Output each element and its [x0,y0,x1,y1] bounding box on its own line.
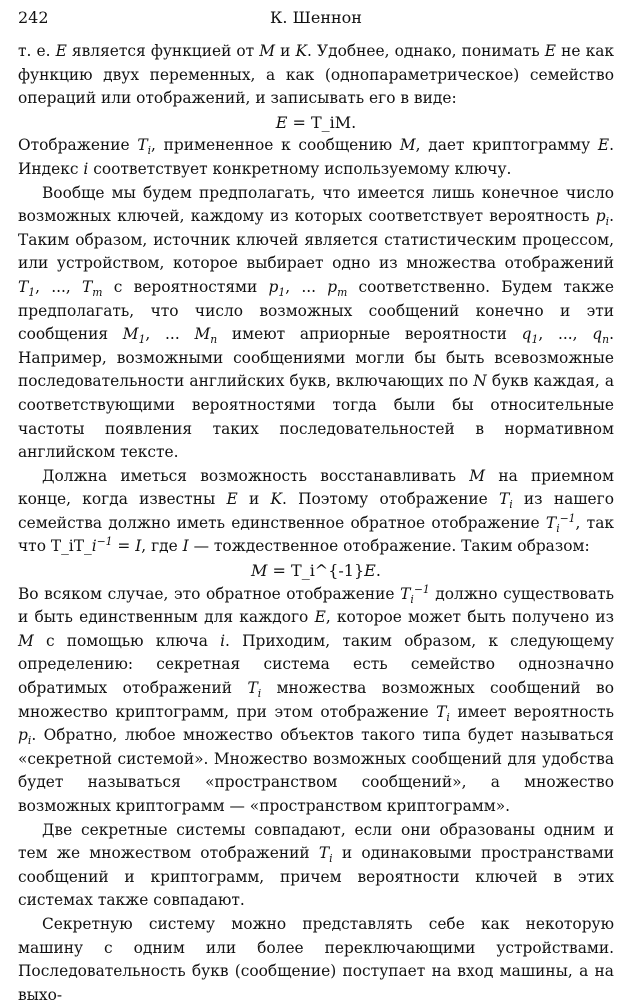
page-body [18,40,614,1007]
equation: E = T_iM. [275,112,357,132]
paragraph: т. е. E является функцией от M и K. Удобнее, однако, понимать E не как функцию двух переменных, а как (однопараметрическое) семейство операций или отображений, и записывать его в виде: [18,42,614,108]
paragraph: Вообще мы будем предполагать, что имеется лишь конечное число возможных ключей, каждому из которых соответствует вероятность $p_i$. Таким образом, источник ключей является статистическим процессом, или устройством, которое выбирает одно из множества отображений $T_1$, ..., $T_m$ с вероятностями $p_1$, ... $p_m$ соответственно. Будем также предполагать, что число возможных сообщений конечно и эти сообщения $M_1$, ... $M_n$ имеют априорные вероятности $q_1$, ..., $q_n$. Например, возможными сообщениями могли бы быть всевозможные последовательности английских букв, включающих по N букв каждая, а соответствующими вероятностями тогда были бы относительные частоты появления таких последовательностей в нормативном английском тексте. [18,183,614,462]
paragraph: Должна иметься возможность восстанавливать M на приемном конце, когда известны E и K. Поэтому отображение $T_i$ из нашего семейства должно иметь единственное обратное отображение $T_i^{-1}$, так что $T\_iT\_i^{-1} = I$, где I — тождественное отображение. Таким образом: [18,466,614,556]
equation: M = T_i^{-1}E. [251,561,381,581]
paragraph: Секретную систему можно представлять себе как некоторую машину с одним или более переключающими устройствами. Последовательность букв (сообщение) поступает на вход машины, а на выхо- [18,914,614,1004]
running-title: К. Шеннон [270,8,362,27]
paragraph: Две секретные системы совпадают, если они образованы одним и тем же множеством отображений $T_i$ и одинаковыми пространствами сообщений и криптограмм, причем вероятности ключей в этих системах также совпадают. [18,820,614,910]
paragraph: Отображение $T_i$, примененное к сообщению M, дает криптограмму E. Индекс i соответствует конкретному используемому ключу. [18,136,614,178]
page-header [18,0,614,40]
paragraph: Во всяком случае, это обратное отображение $T_i^{-1}$ должно существовать и быть единственным для каждого E, которое может быть получено из M с помощью ключа i. Приходим, таким образом, к следующему определению: секретная система есть семейство однозначно обратимых отображений $T_i$ множества возможных сообщений во множество криптограмм, при этом отображение $T_i$ имеет вероятность $p_i$. Обратно, любое множество объектов такого типа будет называться «секретной системой». Множество возможных сообщений для удобства будет называться «пространством сообщений», а множество возможных криптограмм — «пространством криптограмм». [18,582,615,815]
page-number: 242 [18,8,49,27]
